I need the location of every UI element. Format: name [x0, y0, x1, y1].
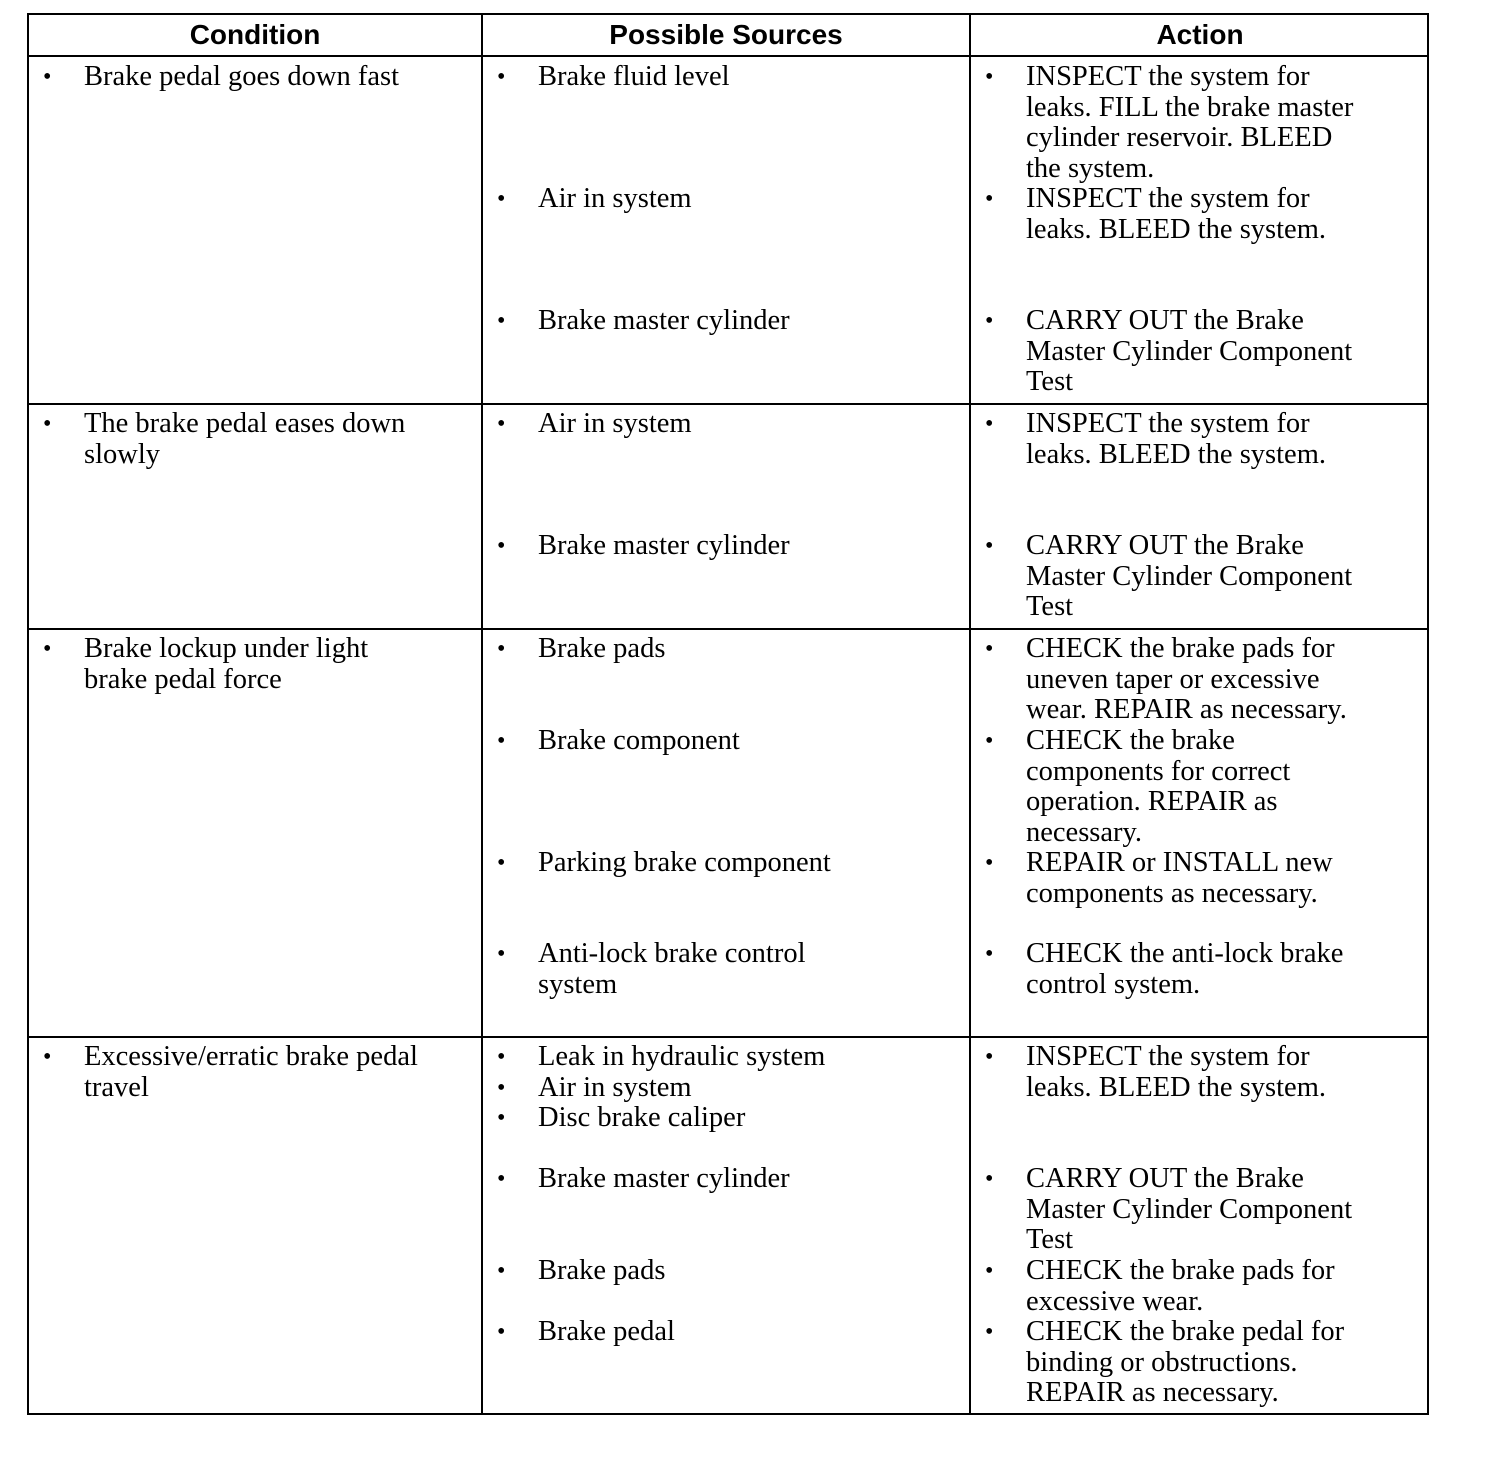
bullet-icon: • [43, 411, 52, 437]
item-text-line: Parking brake component [538, 847, 831, 878]
row-divider [29, 1036, 1427, 1038]
item-text-line: Master Cylinder Component [1026, 1193, 1353, 1225]
item-text-line: Brake pads [538, 1255, 666, 1286]
item-text-line: leaks. FILL the brake master [1026, 91, 1354, 123]
bullet-icon: • [497, 411, 506, 437]
item-text-line: Brake fluid level [538, 61, 730, 92]
bullet-icon: • [985, 941, 994, 967]
bullet-icon: • [985, 636, 994, 662]
column-divider [969, 15, 971, 1413]
item-text-line: Master Cylinder Component [1026, 335, 1353, 367]
bullet-icon: • [43, 64, 52, 90]
item-text-line: Excessive/erratic brake pedal [84, 1041, 418, 1072]
item-text-line: INSPECT the system for [1026, 61, 1310, 92]
item-text-line: Brake component [538, 725, 740, 756]
item-text-line: CHECK the brake pads for [1026, 1255, 1335, 1286]
item-text-line: CHECK the brake pads for [1026, 633, 1335, 664]
bullet-icon: • [985, 64, 994, 90]
header-action: Action [1156, 19, 1244, 50]
item-text-line: REPAIR or INSTALL new [1026, 847, 1333, 878]
item-text-line: CARRY OUT the Brake [1026, 305, 1304, 336]
item-text-line: uneven taper or excessive [1026, 663, 1320, 695]
item-text-line: Brake lockup under light [84, 633, 369, 664]
bullet-icon: • [43, 636, 52, 662]
header-condition: Condition [189, 19, 321, 50]
item-text-line: Anti-lock brake control [538, 938, 806, 969]
item-text-line: leaks. BLEED the system. [1026, 1071, 1326, 1103]
bullet-icon: • [497, 1166, 506, 1192]
bullet-icon: • [985, 1044, 994, 1070]
item-text-line: cylinder reservoir. BLEED [1026, 122, 1333, 153]
header-possible-sources: Possible Sources [609, 19, 843, 50]
bullet-icon: • [497, 941, 506, 967]
item-text-line: Brake master cylinder [538, 1163, 790, 1194]
bullet-icon: • [497, 308, 506, 334]
item-text-line: Brake pedal goes down fast [84, 61, 399, 92]
item-text-line: necessary. [1026, 816, 1143, 848]
column-divider [481, 15, 483, 1413]
item-text-line: CARRY OUT the Brake [1026, 530, 1304, 561]
item-text-line: CARRY OUT the Brake [1026, 1163, 1304, 1194]
item-text-line: INSPECT the system for [1026, 183, 1310, 214]
bullet-icon: • [497, 728, 506, 754]
item-text-line: Brake pedal [538, 1316, 675, 1347]
bullet-icon: • [497, 64, 506, 90]
item-text-line: slowly [84, 438, 161, 470]
item-text-line: Leak in hydraulic system [538, 1041, 826, 1072]
item-text-line: leaks. BLEED the system. [1026, 438, 1326, 470]
item-text-line: brake pedal force [84, 663, 282, 695]
bullet-icon: • [985, 850, 994, 876]
item-text-line: Test [1026, 366, 1074, 397]
bullet-icon: • [985, 533, 994, 559]
bullet-icon: • [497, 1105, 506, 1131]
item-text-line: components as necessary. [1026, 877, 1318, 909]
row-divider [29, 403, 1427, 405]
item-text-line: CHECK the brake pedal for [1026, 1316, 1345, 1347]
item-text-line: INSPECT the system for [1026, 408, 1310, 439]
bullet-icon: • [985, 1319, 994, 1345]
bullet-icon: • [985, 411, 994, 437]
item-text-line: Test [1026, 591, 1074, 622]
item-text-line: Air in system [538, 408, 692, 439]
bullet-icon: • [985, 308, 994, 334]
item-text-line: Disc brake caliper [538, 1102, 746, 1133]
bullet-icon: • [497, 1319, 506, 1345]
item-text-line: INSPECT the system for [1026, 1041, 1310, 1072]
troubleshooting-table [27, 13, 1429, 1415]
bullet-icon: • [497, 533, 506, 559]
row-divider [29, 628, 1427, 630]
item-text-line: Brake master cylinder [538, 305, 790, 336]
item-text-line: components for correct [1026, 755, 1291, 787]
item-text-line: CHECK the anti-lock brake [1026, 938, 1344, 969]
bullet-icon: • [43, 1044, 52, 1070]
bullet-icon: • [497, 850, 506, 876]
item-text-line: binding or obstructions. [1026, 1346, 1298, 1378]
item-text-line: operation. REPAIR as [1026, 786, 1278, 817]
bullet-icon: • [497, 636, 506, 662]
item-text-line: Test [1026, 1224, 1074, 1255]
bullet-icon: • [497, 1075, 506, 1101]
bullet-icon: • [497, 1044, 506, 1070]
item-text-line: wear. REPAIR as necessary. [1026, 694, 1347, 725]
item-text-line: Brake pads [538, 633, 666, 664]
item-text-line: Brake master cylinder [538, 530, 790, 561]
item-text-line: Air in system [538, 1072, 692, 1103]
item-text-line: the system. [1026, 152, 1155, 184]
item-text-line: The brake pedal eases down [84, 408, 406, 439]
item-text-line: Master Cylinder Component [1026, 560, 1353, 592]
item-text-line: CHECK the brake [1026, 725, 1235, 756]
item-text-line: control system. [1026, 968, 1201, 1000]
bullet-icon: • [497, 1258, 506, 1284]
item-text-line: system [538, 968, 618, 1000]
item-text-line: Air in system [538, 183, 692, 214]
bullet-icon: • [985, 728, 994, 754]
bullet-icon: • [985, 1258, 994, 1284]
row-divider [29, 55, 1427, 57]
item-text-line: travel [84, 1071, 149, 1103]
bullet-icon: • [985, 1166, 994, 1192]
bullet-icon: • [497, 186, 506, 212]
item-text-line: REPAIR as necessary. [1026, 1377, 1279, 1408]
item-text-line: leaks. BLEED the system. [1026, 213, 1326, 245]
bullet-icon: • [985, 186, 994, 212]
item-text-line: excessive wear. [1026, 1285, 1204, 1317]
